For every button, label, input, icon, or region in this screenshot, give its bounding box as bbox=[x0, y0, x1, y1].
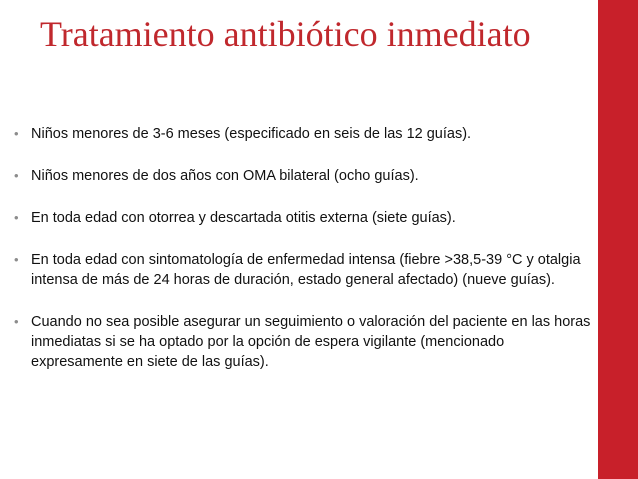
bullet-dot-icon: • bbox=[14, 252, 19, 267]
bullet-text: Niños menores de dos años con OMA bilateral (ocho guías). bbox=[31, 168, 419, 184]
bullet-list bbox=[14, 124, 594, 394]
bullet-text: En toda edad con otorrea y descartada otitis externa (siete guías). bbox=[31, 210, 456, 226]
bullet-text: En toda edad con sintomatología de enfermedad intensa (fiebre >38,5-39 °C y otalgia intensa de más de 24 horas de duración, estado general afectado) (nueve guías). bbox=[31, 252, 581, 288]
bullet-dot-icon: • bbox=[14, 314, 19, 329]
bullet-item bbox=[14, 208, 594, 228]
slide-title: Tratamiento antibiótico inmediato bbox=[40, 14, 531, 54]
accent-bar bbox=[598, 0, 638, 479]
bullet-item bbox=[14, 312, 594, 372]
bullet-text: Cuando no sea posible asegurar un seguimiento o valoración del paciente en las horas inmediatas si se ha optado por la opción de espera vigilante (mencionado expresamente en siete de las guías). bbox=[31, 314, 591, 370]
bullet-item bbox=[14, 166, 594, 186]
bullet-dot-icon: • bbox=[14, 126, 19, 141]
bullet-dot-icon: • bbox=[14, 168, 19, 183]
bullet-item bbox=[14, 250, 594, 290]
bullet-text: Niños menores de 3-6 meses (especificado en seis de las 12 guías). bbox=[31, 126, 472, 142]
bullet-dot-icon: • bbox=[14, 210, 19, 225]
bullet-item bbox=[14, 124, 594, 144]
